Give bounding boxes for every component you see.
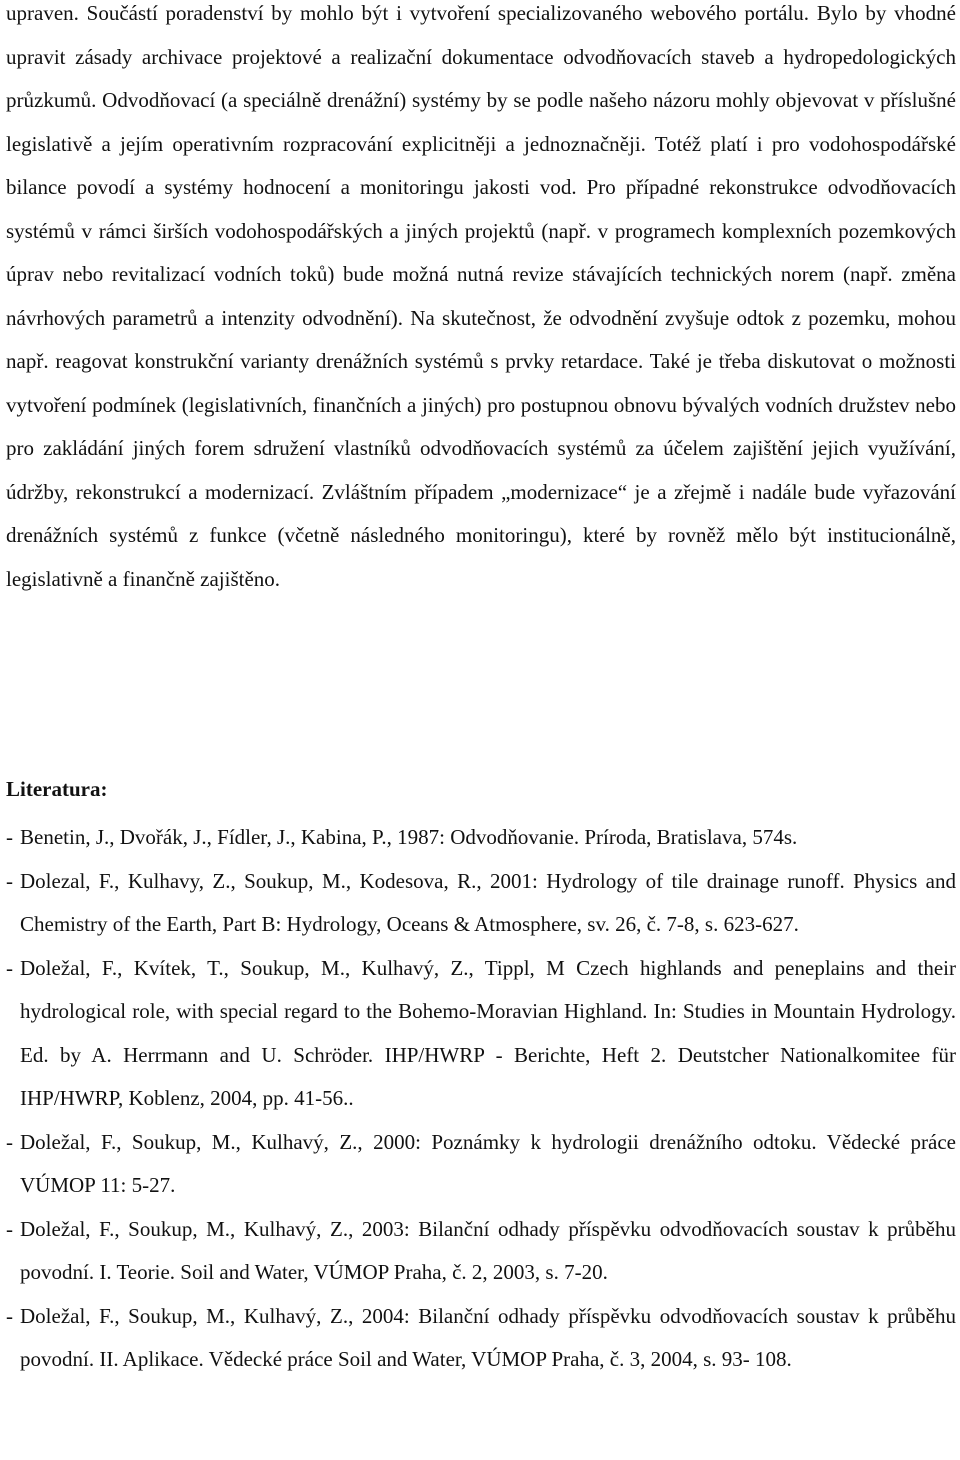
reference-dash: - bbox=[6, 868, 13, 893]
reference-dash: - bbox=[6, 1303, 13, 1328]
reference-text: Doležal, F., Soukup, M., Kulhavý, Z., 2003: Bilanční odhady příspěvku odvodňovacích soustav k průběhu povodní. I. Teorie. Soil and Water, VÚMOP Praha, č. 2, 2003, s. 7-20. bbox=[20, 1216, 956, 1284]
reference-text: Doležal, F., Kvítek, T., Soukup, M., Kulhavý, Z., Tippl, M Czech highlands and peneplains and their hydrological role, with special regard to the Bohemo-Moravian Highland. In: Studies in Mountain Hydrology. Ed. by A. Herrmann and U. Schröder. IHP/HWRP - Berichte, Heft 2. Deutstcher Nationalkomitee für IHP/HWRP, Koblenz, 2004, pp. 41-56.. bbox=[20, 955, 956, 1110]
reference-dash: - bbox=[6, 1129, 13, 1154]
reference-text: Dolezal, F., Kulhavy, Z., Soukup, M., Kodesova, R., 2001: Hydrology of tile drainage runoff. Physics and Chemistry of the Earth, Part B: Hydrology, Oceans & Atmosphere, sv. 26, č. 7-8, s. 623-627. bbox=[20, 868, 956, 936]
reference-item bbox=[6, 1295, 956, 1382]
reference-list bbox=[6, 816, 956, 1382]
reference-dash: - bbox=[6, 1216, 13, 1241]
reference-dash: - bbox=[6, 955, 13, 980]
reference-item bbox=[6, 947, 956, 1121]
reference-item bbox=[6, 1121, 956, 1208]
reference-text: Benetin, J., Dvořák, J., Fídler, J., Kabina, P., 1987: Odvodňovanie. Príroda, Bratislava, 574s. bbox=[20, 825, 798, 849]
body-paragraph: upraven. Součástí poradenství by mohlo být i vytvoření specializovaného webového portálu. Bylo by vhodné upravit zásady archivace projektové a realizační dokumentace odvodňovacích staveb a hydropedologických průzkumů. Odvodňovací (a speciálně drenážní) systémy by se podle našeho názoru mohly objevovat v příslušné legislativě a jejím operativním rozpracování explicitněji a jednoznačněji. Totéž platí i pro vodohospodářské bilance povodí a systémy hodnocení a monitoringu jakosti vod. Pro případné rekonstrukce odvodňovacích systémů v rámci širších vodohospodářských a jiných projektů (např. v programech komplexních pozemkových úprav nebo revitalizací vodních toků) bude možná nutná revize stávajících technických norem (např. změna návrhových parametrů a intenzity odvodnění). Na skutečnost, že odvodnění zvyšuje odtok z pozemku, mohou např. reagovat konstrukční varianty drenážních systémů s prvky retardace. Také je třeba diskutovat o možnosti vytvoření podmínek (legislativních, finančních a jiných) pro postupnou obnovu bývalých vodních družstev nebo pro zakládání jiných forem sdružení vlastníků odvodňovacích systémů za účelem zajištění jejich využívání, údržby, rekonstrukcí a modernizací. Zvláštním případem „modernizace“ je a zřejmě i nadále bude vyřazování drenážních systémů z funkce (včetně následného monitoringu), které by rovněž mělo být institucionálně, legislativně a finančně zajištěno. bbox=[6, 1, 956, 591]
reference-item bbox=[6, 1208, 956, 1295]
reference-item bbox=[6, 816, 956, 860]
reference-dash: - bbox=[6, 825, 13, 849]
reference-text: Doležal, F., Soukup, M., Kulhavý, Z., 2000: Poznámky k hydrologii drenážního odtoku. Vědecké práce VÚMOP 11: 5-27. bbox=[20, 1129, 956, 1197]
reference-item bbox=[6, 860, 956, 947]
literature-heading: Literatura: bbox=[6, 777, 108, 801]
reference-text: Doležal, F., Soukup, M., Kulhavý, Z., 2004: Bilanční odhady příspěvku odvodňovacích soustav k průběhu povodní. II. Aplikace. Vědecké práce Soil and Water, VÚMOP Praha, č. 3, 2004, s. 93- 108. bbox=[20, 1303, 956, 1371]
